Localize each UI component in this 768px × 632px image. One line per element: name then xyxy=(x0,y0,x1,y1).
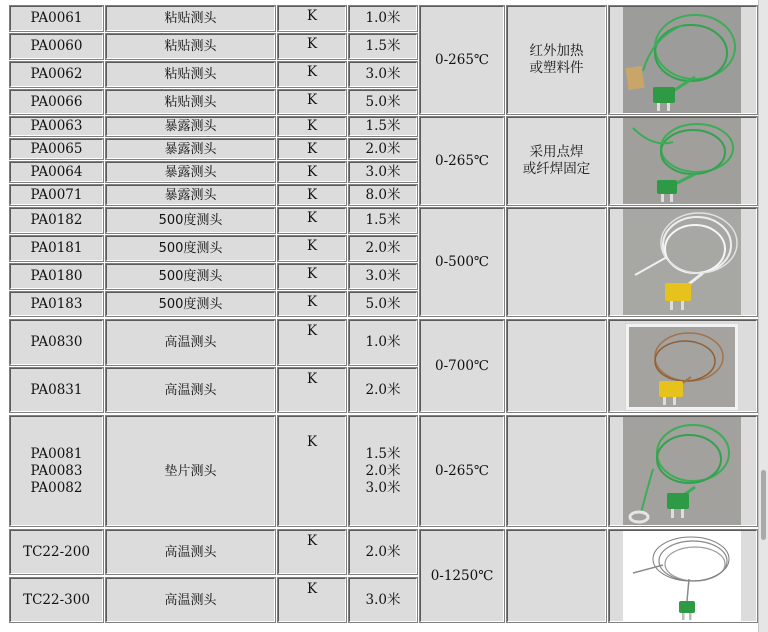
table-cell-temp-range: 0-265℃ xyxy=(420,6,504,114)
table-cell-length: 3.0米 xyxy=(349,162,417,182)
table-cell-model xyxy=(10,416,103,526)
length-line: 2.0米 xyxy=(365,462,401,479)
table-cell-thermocouple: K xyxy=(278,236,346,261)
table-cell-thermocouple: K xyxy=(278,34,346,59)
table-cell-notes xyxy=(507,320,606,412)
table-cell-model: PA0061 xyxy=(10,6,103,31)
table-cell-thermocouple: K xyxy=(278,368,346,412)
table-cell-photo xyxy=(609,117,757,205)
table-cell-model: TC22-200 xyxy=(10,530,103,574)
table-cell-type: 粘贴测头 xyxy=(106,6,275,31)
table-cell-notes xyxy=(507,117,606,205)
table-cell-type: 暴露测头 xyxy=(106,162,275,182)
table-cell-thermocouple: K xyxy=(278,578,346,622)
table-cell-photo xyxy=(609,530,757,622)
table-cell-notes xyxy=(507,530,606,622)
probe-photo xyxy=(625,323,739,411)
table-cell-thermocouple: K xyxy=(278,416,346,526)
table-cell-temp-range: 0-1250℃ xyxy=(420,530,504,622)
table-cell-length: 2.0米 xyxy=(349,139,417,159)
table-cell-length: 3.0米 xyxy=(349,264,417,289)
table-cell-temp-range: 0-500℃ xyxy=(420,208,504,316)
table-cell-length: 1.5米 xyxy=(349,208,417,233)
table-cell-length: 2.0米 xyxy=(349,530,417,574)
table-cell-length: 5.0米 xyxy=(349,292,417,316)
table-cell-thermocouple: K xyxy=(278,62,346,87)
table-cell-thermocouple: K xyxy=(278,162,346,182)
probe-photo xyxy=(623,417,741,525)
table-cell-length: 5.0米 xyxy=(349,90,417,114)
table-cell-model: PA0071 xyxy=(10,185,103,205)
table-cell-temp-range: 0-265℃ xyxy=(420,416,504,526)
model-line: PA0081 xyxy=(30,445,83,462)
table-cell-photo xyxy=(609,6,757,114)
table-cell-model: PA0182 xyxy=(10,208,103,233)
probe-photo xyxy=(623,209,741,315)
table-cell-length: 1.5米 xyxy=(349,117,417,136)
table-cell-length: 2.0米 xyxy=(349,368,417,412)
table-cell-thermocouple: K xyxy=(278,208,346,233)
table-cell-type: 500度测头 xyxy=(106,208,275,233)
table-cell-type: 高温测头 xyxy=(106,320,275,365)
table-cell-length: 3.0米 xyxy=(349,578,417,622)
table-cell-thermocouple: K xyxy=(278,264,346,289)
table-cell-type: 粘贴测头 xyxy=(106,62,275,87)
table-cell-length: 2.0米 xyxy=(349,236,417,261)
table-cell-type: 粘贴测头 xyxy=(106,90,275,114)
table-cell-temp-range: 0-265℃ xyxy=(420,117,504,205)
table-cell-model: PA0060 xyxy=(10,34,103,59)
table-cell-type: 垫片测头 xyxy=(106,416,275,526)
table-cell-model: TC22-300 xyxy=(10,578,103,622)
table-cell-thermocouple: K xyxy=(278,117,346,136)
table-cell-type: 高温测头 xyxy=(106,530,275,574)
note-line: 或塑料件 xyxy=(529,60,584,76)
probe-photo xyxy=(623,118,741,204)
table-cell-thermocouple: K xyxy=(278,139,346,159)
table-cell-notes xyxy=(507,416,606,526)
length-line: 1.5米 xyxy=(365,445,401,462)
table-cell-type: 500度测头 xyxy=(106,292,275,316)
table-cell-thermocouple: K xyxy=(278,530,346,574)
model-line: PA0083 xyxy=(30,462,83,479)
table-cell-model: PA0062 xyxy=(10,62,103,87)
table-cell-thermocouple: K xyxy=(278,292,346,316)
note-line: 或纤焊固定 xyxy=(522,161,591,177)
table-cell-type: 高温测头 xyxy=(106,578,275,622)
table-cell-length: 1.0米 xyxy=(349,320,417,365)
table-cell-type: 500度测头 xyxy=(106,264,275,289)
table-cell-thermocouple: K xyxy=(278,90,346,114)
table-cell-temp-range: 0-700℃ xyxy=(420,320,504,412)
table-cell-model: PA0066 xyxy=(10,90,103,114)
table-cell-length xyxy=(349,416,417,526)
probe-photo xyxy=(623,7,741,113)
table-cell-model: PA0180 xyxy=(10,264,103,289)
table-cell-photo xyxy=(609,416,757,526)
table-cell-type: 暴露测头 xyxy=(106,185,275,205)
table-cell-model: PA0830 xyxy=(10,320,103,365)
table-cell-photo xyxy=(609,320,757,412)
table-cell-model: PA0831 xyxy=(10,368,103,412)
table-cell-length: 3.0米 xyxy=(349,62,417,87)
table-cell-model: PA0063 xyxy=(10,117,103,136)
table-cell-type: 暴露测头 xyxy=(106,117,275,136)
scrollbar-thumb[interactable] xyxy=(761,470,766,540)
table-cell-type: 粘贴测头 xyxy=(106,34,275,59)
model-line: PA0082 xyxy=(30,479,83,496)
table-cell-model: PA0183 xyxy=(10,292,103,316)
table-cell-notes xyxy=(507,6,606,114)
table-cell-thermocouple: K xyxy=(278,6,346,31)
probe-photo xyxy=(623,531,741,621)
table-cell-notes xyxy=(507,208,606,316)
table-cell-thermocouple: K xyxy=(278,185,346,205)
table-cell-type: 暴露测头 xyxy=(106,139,275,159)
note-line: 采用点焊 xyxy=(529,144,584,160)
table-cell-model: PA0064 xyxy=(10,162,103,182)
table-cell-length: 8.0米 xyxy=(349,185,417,205)
table-cell-model: PA0181 xyxy=(10,236,103,261)
table-cell-type: 高温测头 xyxy=(106,368,275,412)
table-cell-model: PA0065 xyxy=(10,139,103,159)
length-line: 3.0米 xyxy=(365,479,401,496)
table-cell-length: 1.5米 xyxy=(349,34,417,59)
table-cell-thermocouple: K xyxy=(278,320,346,365)
table-cell-photo xyxy=(609,208,757,316)
table-cell-type: 500度测头 xyxy=(106,236,275,261)
note-line: 红外加热 xyxy=(529,43,584,59)
table-cell-length: 1.0米 xyxy=(349,6,417,31)
